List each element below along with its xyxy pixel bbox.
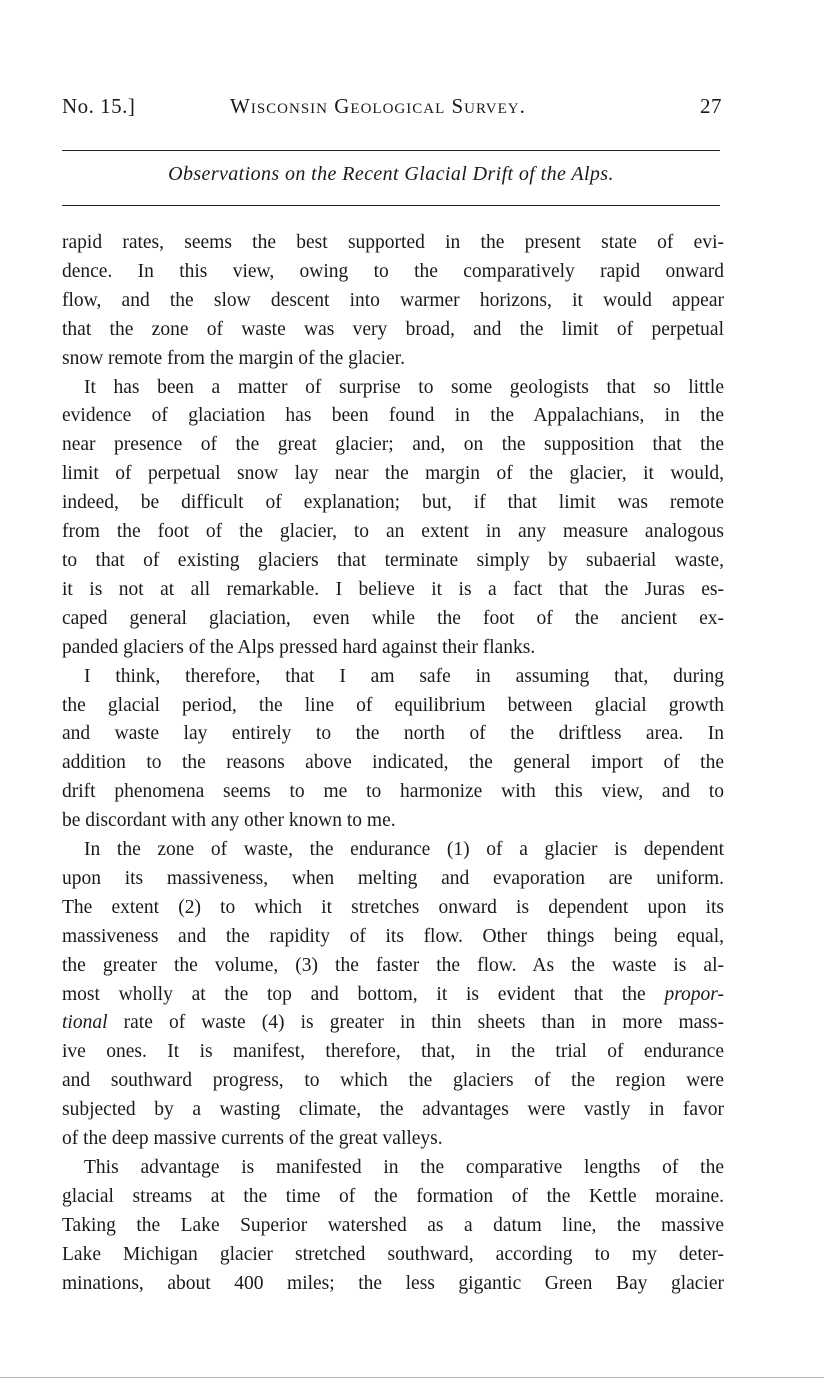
text-line: minations, about 400 miles; the less gigantic Green Bay glacier <box>62 1272 724 1294</box>
text-line: indeed, be difficult of explanation; but, if that limit was remote <box>62 492 724 514</box>
text-line: near presence of the great glacier; and, on the supposition that the <box>62 434 724 456</box>
text-line: limit of perpetual snow lay near the margin of the glacier, it would, <box>62 463 724 485</box>
text-line: rapid rates, seems the best supported in the present state of evi- <box>62 232 724 253</box>
text-line: addition to the reasons above indicated, the general import of the <box>62 752 724 774</box>
text-line: Taking the Lake Superior watershed as a datum line, the massive <box>62 1214 724 1236</box>
publication-title: Wisconsin Geological Survey. <box>230 94 526 118</box>
text-line: The extent (2) to which it stretches onward is dependent upon its <box>62 896 724 918</box>
text-line: it is not at all remarkable. I believe it is a fact that the Juras es- <box>62 578 724 600</box>
text-line: to that of existing glaciers that terminate simply by subaerial waste, <box>62 549 724 571</box>
header-rule-bottom <box>62 205 720 206</box>
text-line: glacial streams at the time of the formation of the Kettle moraine. <box>62 1185 724 1207</box>
text-line: dence. In this view, owing to the comparatively rapid onward <box>62 260 724 282</box>
italic-word: tional <box>62 1012 108 1034</box>
text-line: that the zone of waste was very broad, and the limit of perpetual <box>62 318 724 340</box>
text-line <box>62 1009 724 1038</box>
page-bottom-edge <box>0 1377 824 1378</box>
running-head <box>62 94 726 124</box>
text-line: of the deep massive currents of the great valleys. <box>62 1128 443 1150</box>
body-text <box>62 229 724 1299</box>
text-segment: rate of waste (4) is greater in thin sheets than in more mass- <box>123 1012 725 1034</box>
text-line: the glacial period, the line of equilibrium between glacial growth <box>62 694 724 716</box>
text-line: the greater the volume, (3) the faster the flow. As the waste is al- <box>62 954 724 976</box>
text-line: snow remote from the margin of the glacier. <box>62 347 405 369</box>
text-line: drift phenomena seems to me to harmonize with this view, and to <box>62 781 724 803</box>
text-line: This advantage is manifested in the comparative lengths of the <box>84 1157 724 1178</box>
text-line: be discordant with any other known to me. <box>62 810 396 832</box>
text-line: and southward progress, to which the glaciers of the region were <box>62 1070 724 1092</box>
section-subtitle: Observations on the Recent Glacial Drift of the Alps. <box>168 163 614 185</box>
text-line <box>62 981 724 1010</box>
text-line: and waste lay entirely to the north of the driftless area. In <box>62 723 724 745</box>
text-line: flow, and the slow descent into warmer horizons, it would appear <box>62 289 724 311</box>
text-line: from the foot of the glacier, to an extent in any measure analogous <box>62 521 724 543</box>
text-line: Lake Michigan glacier stretched southward, according to my deter- <box>62 1243 724 1265</box>
text-segment: most wholly at the top and bottom, it is evident that the <box>62 983 646 1005</box>
text-line: I think, therefore, that I am safe in assuming that, during <box>84 665 724 687</box>
text-line: It has been a matter of surprise to some geologists that so little <box>84 376 724 398</box>
text-line: caped general glaciation, even while the foot of the ancient ex- <box>62 607 724 629</box>
text-line: panded glaciers of the Alps pressed hard against their flanks. <box>62 636 536 658</box>
text-line: subjected by a wasting climate, the advantages were vastly in favor <box>62 1099 724 1121</box>
text-line: evidence of glaciation has been found in the Appalachians, in the <box>62 405 724 427</box>
text-line: In the zone of waste, the endurance (1) of a glacier is dependent <box>84 839 724 861</box>
page-number: 27 <box>700 94 722 118</box>
bulletin-number: No. 15.] <box>62 94 136 118</box>
header-rule-top <box>62 150 720 151</box>
text-line: upon its massiveness, when melting and evaporation are uniform. <box>62 867 724 889</box>
italic-word: propor- <box>664 983 724 1005</box>
text-line: massiveness and the rapidity of its flow. Other things being equal, <box>62 925 724 947</box>
text-line: ive ones. It is manifest, therefore, that, in the trial of endurance <box>62 1041 724 1063</box>
